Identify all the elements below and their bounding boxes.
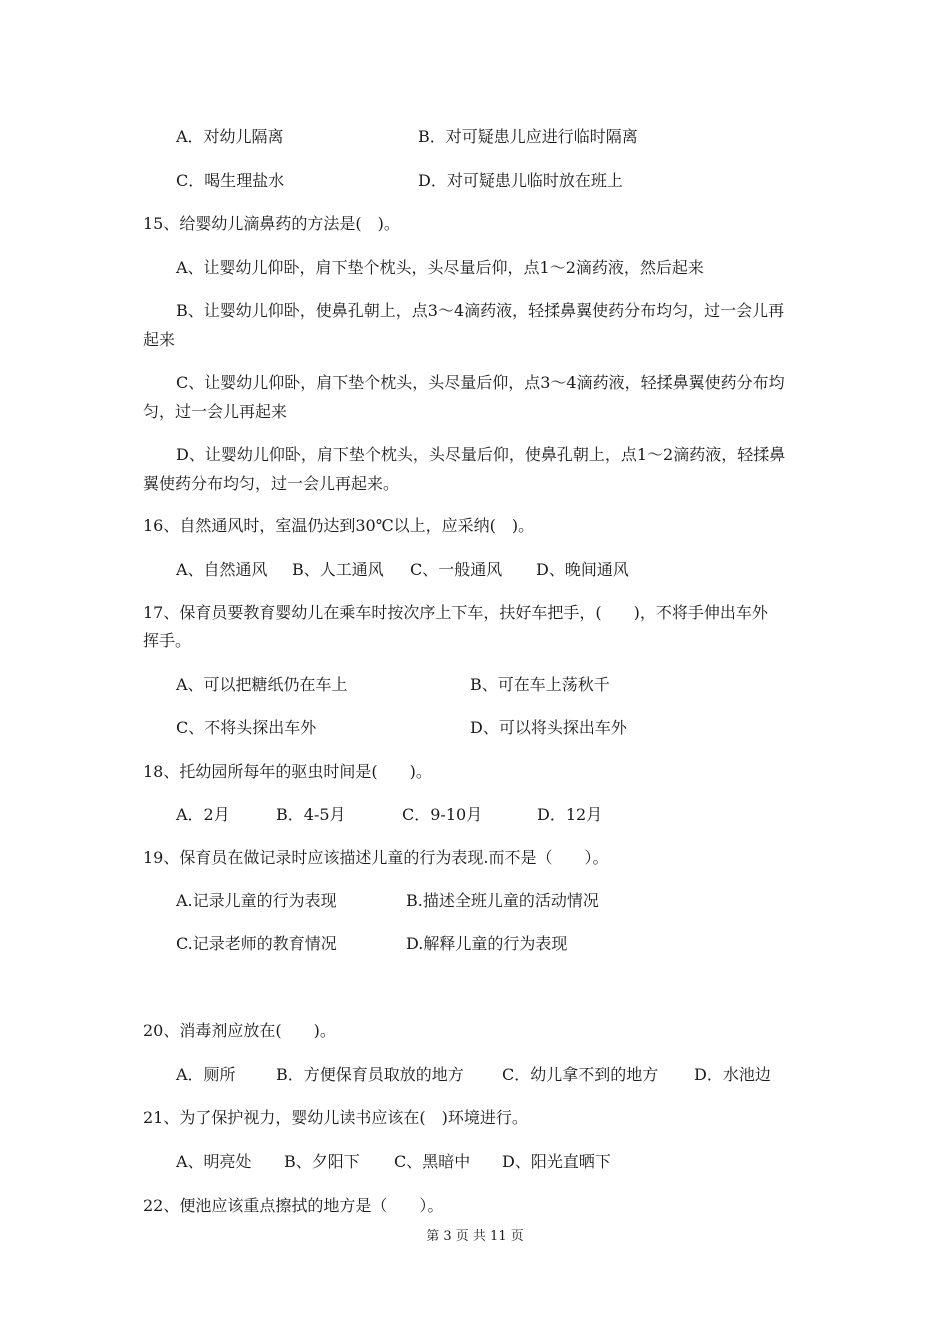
q21-stem: 21、为了保护视力，婴幼儿读书应该在( )环境进行。	[143, 1108, 528, 1127]
q18-option-a: A．2月	[176, 805, 230, 824]
q15-stem: 15、给婴幼儿滴鼻药的方法是( )。	[143, 214, 400, 233]
q21-option-b: B、夕阳下	[284, 1152, 360, 1171]
q19-option-b: B.描述全班儿童的活动情况	[406, 891, 599, 910]
q21-option-d: D、阳光直晒下	[502, 1152, 611, 1171]
q16-option-d: D、晚间通风	[536, 560, 629, 579]
q16-option-c: C、一般通风	[410, 560, 503, 579]
q19-stem: 19、保育员在做记录时应该描述儿童的行为表现.而不是（ ）。	[143, 848, 609, 867]
q17-option-a: A、可以把糖纸仍在车上	[176, 675, 348, 694]
q15-option-d-line1: D、让婴幼儿仰卧，肩下垫个枕头，头尽量后仰，使鼻孔朝上，点1～2滴药液，轻揉鼻	[176, 445, 786, 464]
q20-option-d: D．水池边	[694, 1065, 771, 1084]
page-number-footer: 第 3 页 共 11 页	[426, 1229, 524, 1244]
q20-option-c: C．幼儿拿不到的地方	[502, 1065, 659, 1084]
q18-option-c: C．9-10月	[402, 805, 483, 824]
q16-options	[176, 560, 676, 580]
q18-option-b: B．4-5月	[276, 805, 346, 824]
q18-stem: 18、托幼园所每年的驱虫时间是( )。	[143, 762, 432, 781]
q15-option-a: A、让婴幼儿仰卧，肩下垫个枕头，头尽量后仰，点1～2滴药液，然后起来	[176, 258, 704, 277]
q16-option-a: A、自然通风	[176, 560, 268, 579]
q22-stem: 22、便池应该重点擦拭的地方是（ ）。	[143, 1196, 444, 1215]
q16-stem: 16、自然通风时，室温仍达到30℃以上，应采纳( )。	[143, 516, 535, 535]
q20-option-b: B．方便保育员取放的地方	[276, 1065, 464, 1084]
q17-option-d: D、可以将头探出车外	[470, 718, 627, 737]
q15-option-d-line2: 翼使药分布均匀，过一会儿再起来。	[143, 474, 400, 493]
q17-stem-line2: 挥手。	[143, 631, 192, 650]
q21-option-c: C、黑暗中	[394, 1152, 471, 1171]
q20-stem: 20、消毒剂应放在( )。	[143, 1021, 336, 1040]
q18-option-d: D．12月	[537, 805, 603, 824]
q16-option-b: B、人工通风	[292, 560, 384, 579]
q17-option-b: B、可在车上荡秋千	[470, 675, 610, 694]
q14-option-c: C．喝生理盐水	[176, 171, 285, 190]
q21-option-a: A、明亮处	[176, 1152, 252, 1171]
q15-option-b-line1: B、让婴幼儿仰卧，使鼻孔朝上，点3～4滴药液，轻揉鼻翼使药分布均匀，过一会儿再	[176, 301, 785, 320]
q17-option-c: C、不将头探出车外	[176, 718, 317, 737]
q15-option-b-line2: 起来	[143, 330, 176, 349]
q19-option-c: C.记录老师的教育情况	[176, 934, 337, 953]
q17-stem-line1: 17、保育员要教育婴幼儿在乘车时按次序上下车，扶好车把手，( )，不将手伸出车外	[143, 603, 768, 622]
q19-option-d: D.解释儿童的行为表现	[406, 934, 568, 953]
q21-options	[176, 1152, 636, 1172]
q18-options	[176, 805, 676, 825]
q20-options	[176, 1065, 796, 1085]
q15-option-c-line2: 匀，过一会儿再起来	[143, 402, 288, 421]
q14-option-b: B．对可疑患儿应进行临时隔离	[418, 127, 638, 146]
q19-option-a: A.记录儿童的行为表现	[176, 891, 337, 910]
q15-option-c-line1: C、让婴幼儿仰卧，肩下垫个枕头，头尽量后仰，点3～4滴药液，轻揉鼻翼使药分布均	[176, 373, 785, 392]
q14-option-a: A．对幼儿隔离	[176, 127, 284, 146]
q14-option-d: D．对可疑患儿临时放在班上	[418, 171, 623, 190]
q20-option-a: A．厕所	[176, 1065, 236, 1084]
